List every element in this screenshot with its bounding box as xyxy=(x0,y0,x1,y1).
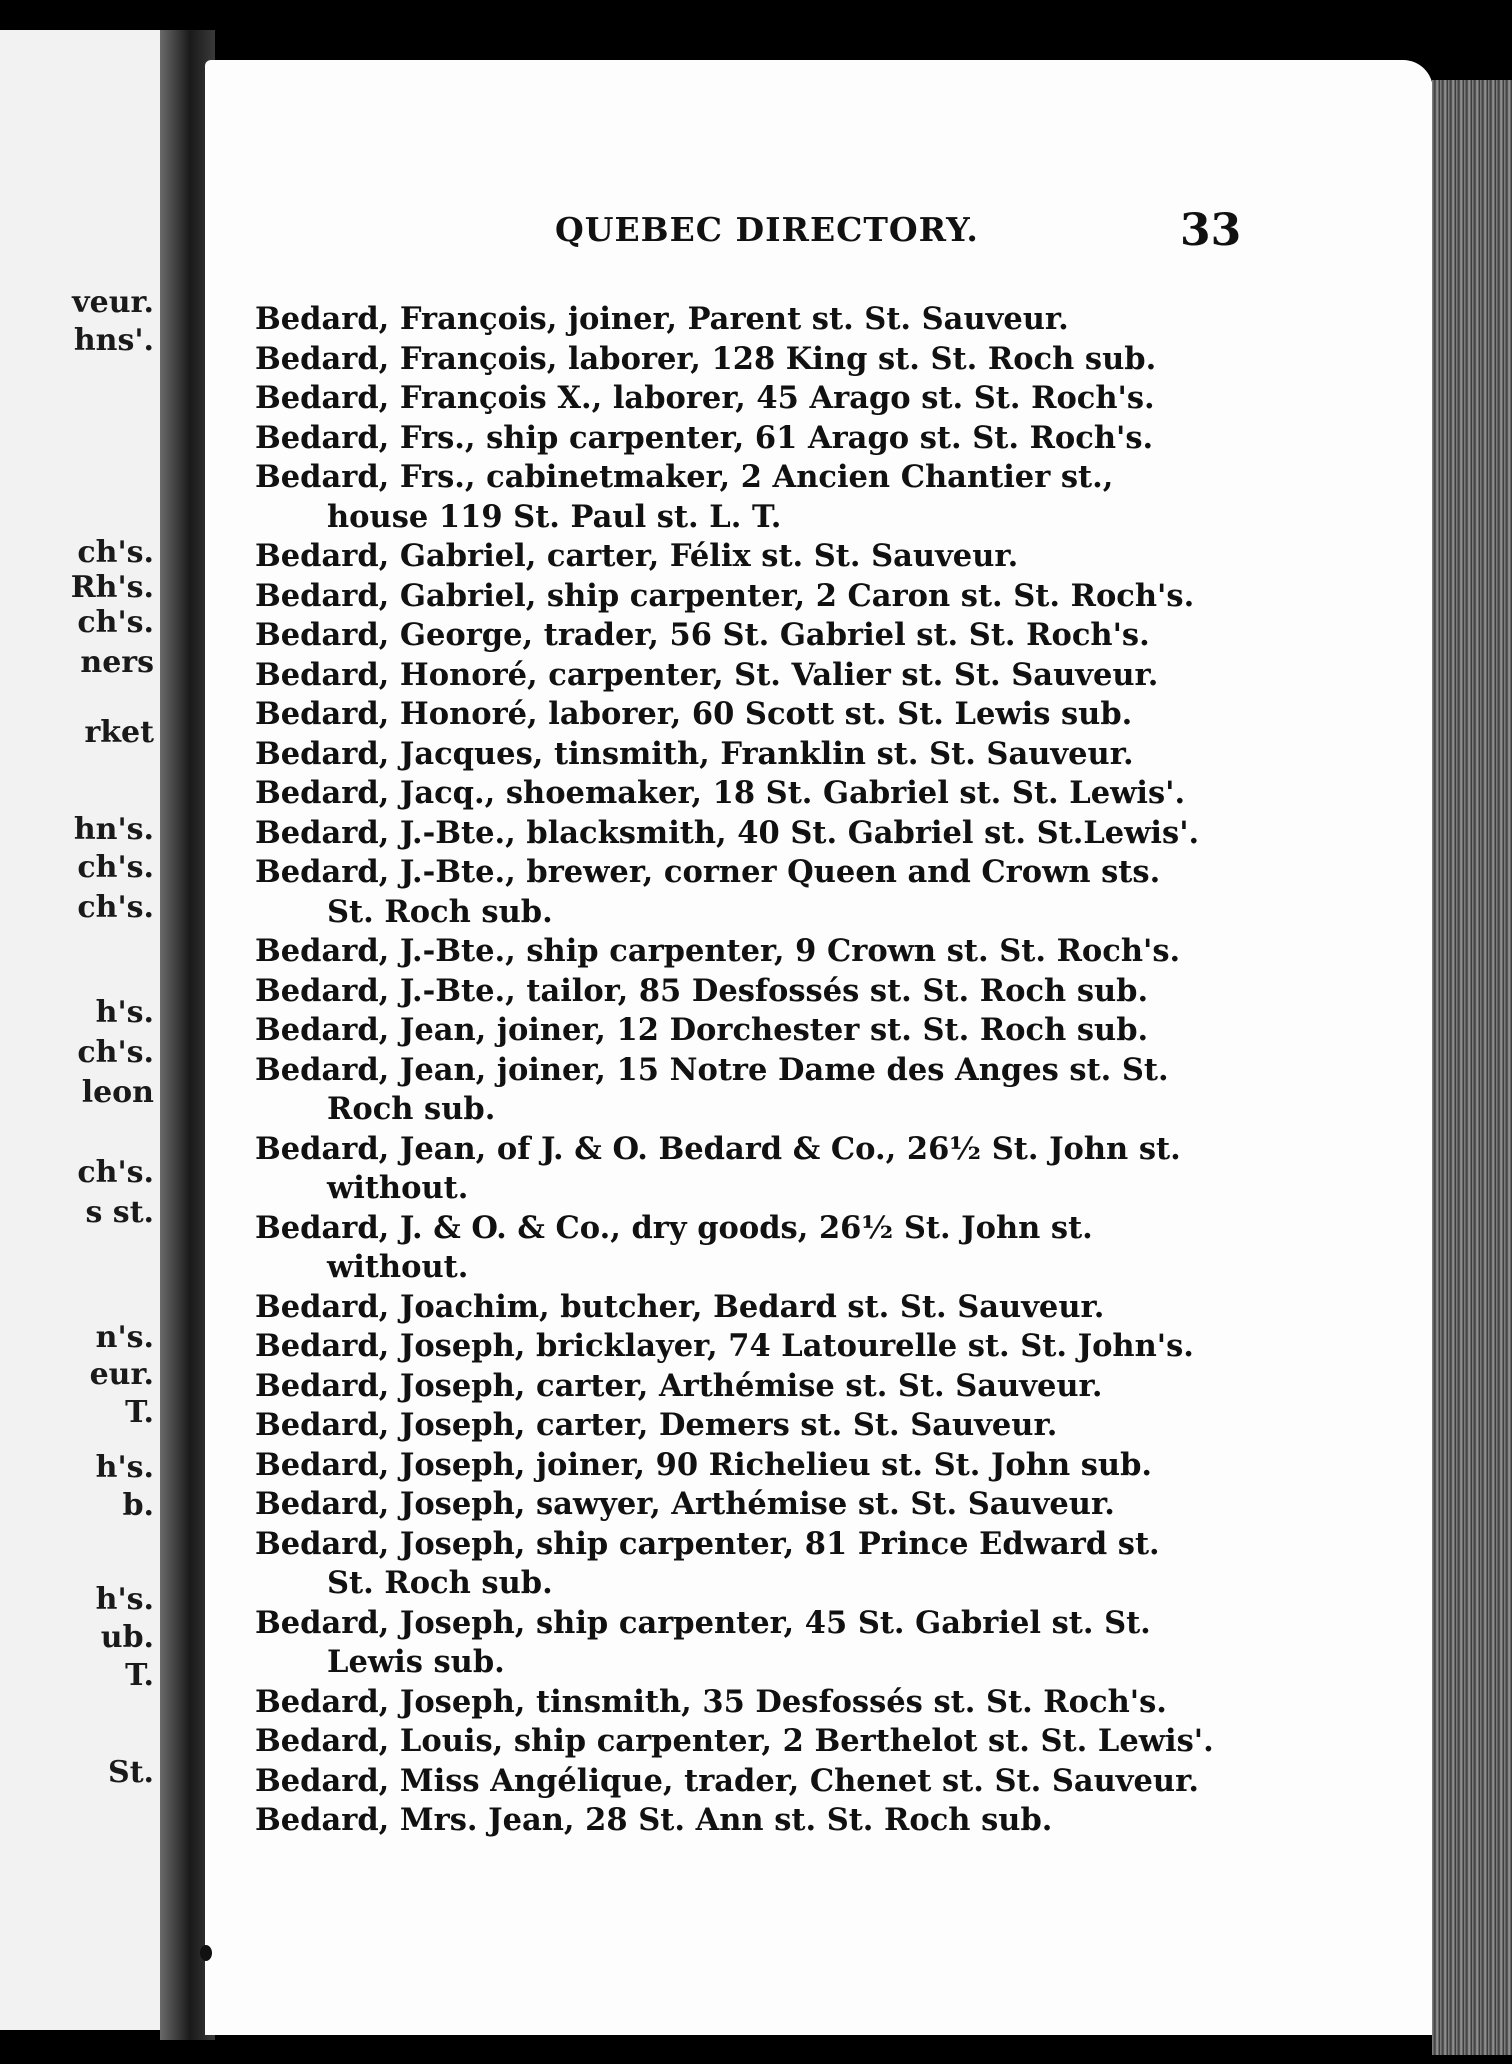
entry-continuation: St. Roch sub. xyxy=(327,893,553,930)
directory-entry xyxy=(255,1525,1255,1604)
directory-entry xyxy=(255,577,1255,617)
entry-text: Bedard, Jean, of J. & O. Bedard & Co., 26½ St. John st. xyxy=(255,1130,1181,1167)
directory-entry xyxy=(255,379,1255,419)
entry-text: Bedard, François X., laborer, 45 Arago st. St. Roch's. xyxy=(255,380,1155,416)
directory-entry xyxy=(255,853,1255,932)
directory-entry xyxy=(255,695,1255,735)
entry-text: Bedard, Joseph, ship carpenter, 45 St. Gabriel st. St. xyxy=(255,1604,1151,1641)
entry-text: Bedard, Jacques, tinsmith, Franklin st. St. Sauveur. xyxy=(255,735,1134,772)
entry-text: Bedard, Joseph, joiner, 90 Richelieu st. St. John sub. xyxy=(255,1446,1153,1483)
entry-continuation: St. Roch sub. xyxy=(327,1565,553,1601)
left-page-text-fragment: ners xyxy=(80,645,154,680)
entry-text: Bedard, Jean, joiner, 15 Notre Dame des Anges st. St. xyxy=(255,1051,1169,1088)
ink-dot xyxy=(200,1945,212,1961)
entry-text: Bedard, Gabriel, ship carpenter, 2 Caron st. St. Roch's. xyxy=(255,577,1195,614)
entry-continuation: without. xyxy=(327,1170,469,1206)
left-page-text-fragment: St. xyxy=(108,1755,154,1790)
left-page-text-fragment: rket xyxy=(84,715,154,750)
left-page-text-fragment: ch's. xyxy=(77,605,154,640)
entry-text: Bedard, Gabriel, carter, Félix st. St. Sauveur. xyxy=(255,538,1019,574)
entry-text: Bedard, George, trader, 56 St. Gabriel st. St. Roch's. xyxy=(255,617,1150,653)
entry-text: Bedard, Joseph, tinsmith, 35 Desfossés st. St. Roch's. xyxy=(255,1683,1167,1720)
entry-text: Bedard, Honoré, carpenter, St. Valier st. St. Sauveur. xyxy=(255,656,1159,693)
left-page-text-fragment: T. xyxy=(125,1395,154,1430)
left-page-text-fragment: hn's. xyxy=(73,812,154,847)
directory-entry xyxy=(255,1130,1255,1209)
directory-entry xyxy=(255,1406,1255,1446)
left-page-text-fragment: h's. xyxy=(95,1450,154,1485)
directory-entry xyxy=(255,458,1255,537)
entry-text: Bedard, J. & O. & Co., dry goods, 26½ St. John st. xyxy=(255,1209,1093,1246)
entry-text: Bedard, J.-Bte., brewer, corner Queen and Crown sts. xyxy=(255,854,1161,890)
directory-entry xyxy=(255,1327,1255,1367)
left-page-text-fragment: hns'. xyxy=(73,323,154,358)
directory-entry-list xyxy=(255,300,1255,1841)
entry-continuation: house 119 St. Paul st. L. T. xyxy=(327,498,782,535)
entry-text: Bedard, Joseph, sawyer, Arthémise st. St. Sauveur. xyxy=(255,1486,1115,1522)
page-header-title: QUEBEC DIRECTORY. xyxy=(555,210,979,249)
left-page-text-fragment: Rh's. xyxy=(70,570,154,605)
directory-entry xyxy=(255,932,1255,972)
left-page-text-fragment: s st. xyxy=(85,1195,154,1230)
left-page-text-fragment: leon xyxy=(81,1075,154,1110)
directory-entry xyxy=(255,537,1255,577)
entry-text: Bedard, Joseph, carter, Arthémise st. St. Sauveur. xyxy=(255,1367,1103,1404)
directory-entry xyxy=(255,1288,1255,1328)
left-page-text-fragment: h's. xyxy=(95,995,154,1030)
left-facing-page xyxy=(0,30,168,2030)
entry-continuation: Roch sub. xyxy=(327,1091,496,1127)
left-page-text-fragment: ch's. xyxy=(77,890,154,925)
left-page-text-fragment: veur. xyxy=(72,285,154,320)
directory-entry xyxy=(255,1683,1255,1723)
entry-text: Bedard, Jacq., shoemaker, 18 St. Gabriel st. St. Lewis'. xyxy=(255,775,1186,811)
entry-text: Bedard, Mrs. Jean, 28 St. Ann st. St. Roch sub. xyxy=(255,1802,1053,1838)
entry-text: Bedard, Joseph, ship carpenter, 81 Prince Edward st. xyxy=(255,1525,1160,1562)
page-number: 33 xyxy=(1180,205,1242,256)
directory-entry xyxy=(255,1722,1255,1762)
left-page-text-fragment: n's. xyxy=(95,1320,154,1355)
entry-text: Bedard, J.-Bte., blacksmith, 40 St. Gabriel st. St.Lewis'. xyxy=(255,814,1200,851)
page-edges xyxy=(1432,80,1512,2055)
entry-text: Bedard, Miss Angélique, trader, Chenet st. St. Sauveur. xyxy=(255,1762,1199,1799)
left-page-text-fragment: eur. xyxy=(89,1357,154,1392)
directory-entry xyxy=(255,616,1255,656)
left-page-text-fragment: ch's. xyxy=(77,1155,154,1190)
directory-entry xyxy=(255,1446,1255,1486)
left-page-text-fragment: ch's. xyxy=(77,1035,154,1070)
entry-text: Bedard, Jean, joiner, 12 Dorchester st. St. Roch sub. xyxy=(255,1012,1149,1048)
entry-continuation: without. xyxy=(327,1249,469,1285)
directory-entry xyxy=(255,735,1255,775)
directory-entry xyxy=(255,1367,1255,1407)
entry-text: Bedard, Frs., cabinetmaker, 2 Ancien Chantier st., xyxy=(255,459,1114,495)
left-page-text-fragment: ch's. xyxy=(77,850,154,885)
directory-entry xyxy=(255,1051,1255,1130)
entry-text: Bedard, J.-Bte., tailor, 85 Desfossés st. St. Roch sub. xyxy=(255,972,1149,1009)
left-page-text-fragment: b. xyxy=(122,1488,154,1523)
directory-entry xyxy=(255,1762,1255,1802)
entry-text: Bedard, Frs., ship carpenter, 61 Arago st. St. Roch's. xyxy=(255,419,1154,456)
left-page-text-fragment: ch's. xyxy=(77,535,154,570)
directory-entry xyxy=(255,1485,1255,1525)
entry-text: Bedard, François, laborer, 128 King st. St. Roch sub. xyxy=(255,340,1157,377)
left-page-text-fragment: ub. xyxy=(100,1620,154,1655)
left-page-text-fragment: h's. xyxy=(95,1582,154,1617)
entry-text: Bedard, Joseph, carter, Demers st. St. Sauveur. xyxy=(255,1407,1058,1443)
directory-entry xyxy=(255,340,1255,380)
directory-entry xyxy=(255,814,1255,854)
entry-text: Bedard, Honoré, laborer, 60 Scott st. St. Lewis sub. xyxy=(255,696,1133,732)
entry-continuation: Lewis sub. xyxy=(327,1644,505,1680)
directory-entry xyxy=(255,419,1255,459)
directory-entry xyxy=(255,774,1255,814)
directory-entry xyxy=(255,656,1255,696)
directory-entry xyxy=(255,300,1255,340)
left-page-text-fragment: T. xyxy=(125,1658,154,1693)
directory-entry xyxy=(255,1011,1255,1051)
directory-entry xyxy=(255,1604,1255,1683)
entry-text: Bedard, Joachim, butcher, Bedard st. St. Sauveur. xyxy=(255,1288,1105,1325)
entry-text: Bedard, Joseph, bricklayer, 74 Latourelle st. St. John's. xyxy=(255,1328,1194,1364)
entry-text: Bedard, J.-Bte., ship carpenter, 9 Crown st. St. Roch's. xyxy=(255,933,1181,969)
directory-entry xyxy=(255,1801,1255,1841)
entry-text: Bedard, Louis, ship carpenter, 2 Berthelot st. St. Lewis'. xyxy=(255,1723,1214,1759)
directory-entry xyxy=(255,972,1255,1012)
directory-entry xyxy=(255,1209,1255,1288)
entry-text: Bedard, François, joiner, Parent st. St. Sauveur. xyxy=(255,301,1069,337)
